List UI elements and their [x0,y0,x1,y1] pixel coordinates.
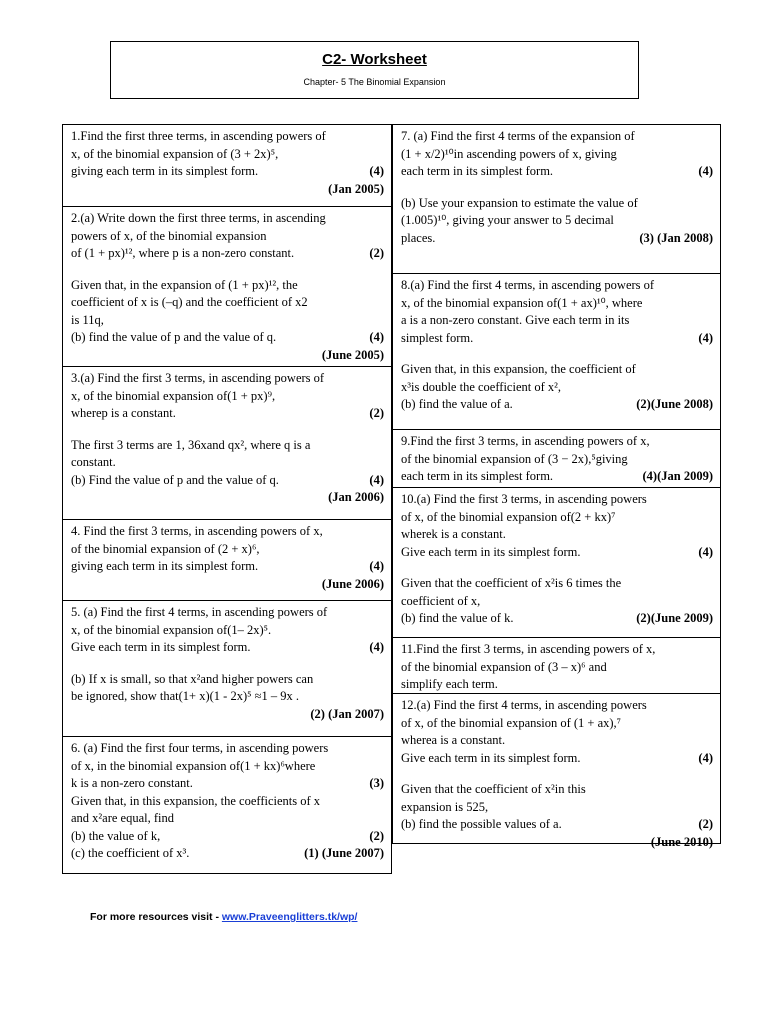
exam-reference: (June 2006) [321,576,384,591]
marks-label: (4) [369,559,384,573]
question-line: (1.005)¹⁰, giving your answer to 5 decimal [401,213,614,227]
question-mark-row [401,544,713,562]
question-line: Give each term in its simplest form. [401,544,581,559]
footer [90,911,357,923]
question-line: Given that the coefficient of x²in this [401,782,586,796]
worksheet-header [110,41,639,99]
exam-reference: (June 2005) [321,347,384,362]
question-line: x, of the binomial expansion of (3 + 2x)⁵, [71,146,279,161]
question-right-5 [393,637,720,694]
question-mark-row [71,163,384,181]
question-right-1 [393,125,720,247]
question-left-6 [63,736,391,863]
marks-label: (2) [369,406,384,420]
question-left-4 [63,519,391,593]
question-line: (b) find the value of p and the value of q. [71,330,277,344]
question-mark-row [401,396,713,414]
question-line: a is a non-zero constant. Give each term in its [401,313,630,327]
question-line: powers of x, of the binomial expansion [71,228,267,243]
question-left-3 [63,366,391,507]
question-line: of x, of the binomial expansion of (1 + ax),⁷ [401,715,622,730]
marks-label: (4) [698,750,713,765]
marks-label: (4) [369,164,384,178]
question-line: simplest form. [401,330,474,345]
question-line: wherek is a constant. [401,527,506,541]
question-line: 1.Find the first three terms, in ascending powers of [71,129,326,143]
question-line: The first 3 terms are 1, 36xand qx², where q is a [71,437,311,452]
question-line: coefficient of x, [401,593,481,608]
marks-label: (4) [369,330,384,344]
question-line: Give each term in its simplest form. [401,750,581,765]
question-right-3 [393,429,720,486]
page-subtitle: Chapter- 5 The Binomial Expansion [303,77,446,87]
question-mark-row [71,405,384,423]
marks-label: (2)(June 2008) [636,397,713,411]
question-line: x³is double the coefficient of x², [401,379,561,394]
question-line: 4. Find the first 3 terms, in ascending powers of x, [71,524,323,538]
question-line: (1 + x/2)¹⁰in ascending powers of x, giving [401,146,617,161]
question-line: is 11q, [71,312,104,327]
question-line: constant. [71,455,116,469]
question-line: (b) Use your expansion to estimate the value of [401,195,638,210]
question-line: (c) the coefficient of x³. [71,846,190,860]
question-line: expansion is 525, [401,799,489,814]
question-line: giving each term in its simplest form. [71,559,259,573]
question-line: 7. (a) Find the first 4 terms of the expansion of [401,129,635,143]
question-line: 12.(a) Find the first 4 terms, in ascending powers [401,698,647,712]
question-line: Given that, in the expansion of (1 + px)¹², the [71,277,298,292]
marks-label: (1) (June 2007) [304,846,384,860]
question-line: of the binomial expansion of (2 + x)⁶, [71,541,260,556]
marks-label: (4) [698,544,713,559]
question-line: x, of the binomial expansion of(1– 2x)⁵. [71,622,272,637]
question-line: of the binomial expansion of (3 – x)⁶ and [401,659,607,674]
spacer [401,561,713,575]
question-line: 8.(a) Find the first 4 terms, in ascending powers of [401,278,655,292]
question-right-6 [393,693,720,851]
question-line: 10.(a) Find the first 3 terms, in ascending powers [401,492,647,506]
spacer [401,767,713,781]
question-left-1 [63,125,391,198]
question-line: places. [401,230,436,245]
question-mark-row [401,163,713,181]
question-line: 11.Find the first 3 terms, in ascending powers of x, [401,642,656,656]
question-line: (b) Find the value of p and the value of q. [71,472,279,487]
exam-reference: (June 2010) [650,834,713,849]
question-line: each term in its simplest form. [401,469,554,483]
question-mark-row [401,230,713,248]
question-line: of x, of the binomial expansion of(2 + kx)⁷ [401,509,616,524]
question-mark-row [401,468,713,486]
question-line: (b) find the possible values of a. [401,817,562,831]
right-question-column [392,124,721,849]
question-mark-row [401,750,713,768]
marks-label: (4) [369,640,384,654]
question-right-2 [393,273,720,414]
question-line: (b) find the value of a. [401,397,513,411]
marks-label: (4) [698,330,713,345]
spacer [401,347,713,361]
question-mark-row [401,816,713,834]
question-line: of the binomial expansion of (3 − 2x),⁵giving [401,451,628,466]
question-mark-row [71,775,384,793]
question-mark-row [71,828,384,846]
question-line: Given that the coefficient of x²is 6 times the [401,576,622,590]
question-line: of (1 + px)¹², where p is a non-zero constant. [71,246,295,260]
question-line: coefficient of x is (–q) and the coefficient of x2 [71,295,308,309]
page-title: C2- Worksheet [322,51,427,68]
marks-label: (3) (Jan 2008) [639,230,713,245]
marks-label: (2) [698,817,713,831]
question-mark-row [71,329,384,347]
question-line: Given that, in this expansion, the coefficient of [401,362,636,376]
exam-reference: (Jan 2005) [328,181,384,196]
marks-label: (3) [369,776,384,790]
question-line: (b) If x is small, so that x²and higher powers can [71,671,314,686]
question-mark-row [71,558,384,576]
question-mark-row [71,845,384,863]
footer-text: For more resources visit - [90,911,222,923]
question-line: of x, in the binomial expansion of(1 + kx)⁶where [71,758,316,773]
spacer [401,181,713,195]
question-line: wherep is a constant. [71,406,176,420]
question-line: (b) find the value of k. [401,611,514,625]
question-line: simplify each term. [401,677,498,691]
marks-label: (4) [369,472,384,487]
question-line: and x²are equal, find [71,811,175,825]
marks-label: (2) [369,246,384,260]
question-line: be ignored, show that(1+ x)(1 - 2x)⁵ ≈1 – 9x . [71,689,299,703]
exam-reference: (2) (Jan 2007) [310,706,384,721]
question-line: 5. (a) Find the first 4 terms, in ascending powers of [71,605,328,619]
question-line: giving each term in its simplest form. [71,164,259,178]
question-mark-row [401,610,713,628]
resources-link[interactable]: www.Praveenglitters.tk/wp/ [221,911,358,923]
question-line: x, of the binomial expansion of(1 + ax)¹⁰, where [401,295,643,310]
question-line: 9.Find the first 3 terms, in ascending powers of x, [401,434,650,448]
question-line: Give each term in its simplest form. [71,640,251,654]
spacer [71,423,384,437]
exam-reference: (Jan 2006) [328,490,384,504]
question-line: k is a non-zero constant. [71,776,193,790]
question-line: (b) the value of k, [71,828,161,843]
question-mark-row [71,245,384,263]
left-question-column [62,124,392,874]
question-mark-row [71,639,384,657]
spacer [71,263,384,277]
question-line: x, of the binomial expansion of(1 + px)⁹, [71,388,276,403]
question-right-4 [393,487,720,628]
question-line: wherea is a constant. [401,733,506,747]
question-line: each term in its simplest form. [401,164,554,178]
question-mark-row [71,472,384,490]
question-line: Given that, in this expansion, the coefficients of x [71,793,321,808]
marks-label: (2) [369,828,384,843]
question-left-5 [63,600,391,723]
marks-label: (2)(June 2009) [636,611,713,625]
question-line: 6. (a) Find the first four terms, in ascending powers [71,741,329,755]
marks-label: (4)(Jan 2009) [642,469,713,483]
question-mark-row [401,330,713,348]
question-line: 2.(a) Write down the first three terms, in ascending [71,211,326,225]
question-left-2 [63,206,391,364]
marks-label: (4) [698,164,713,178]
spacer [71,657,384,671]
question-line: 3.(a) Find the first 3 terms, in ascending powers of [71,371,325,385]
